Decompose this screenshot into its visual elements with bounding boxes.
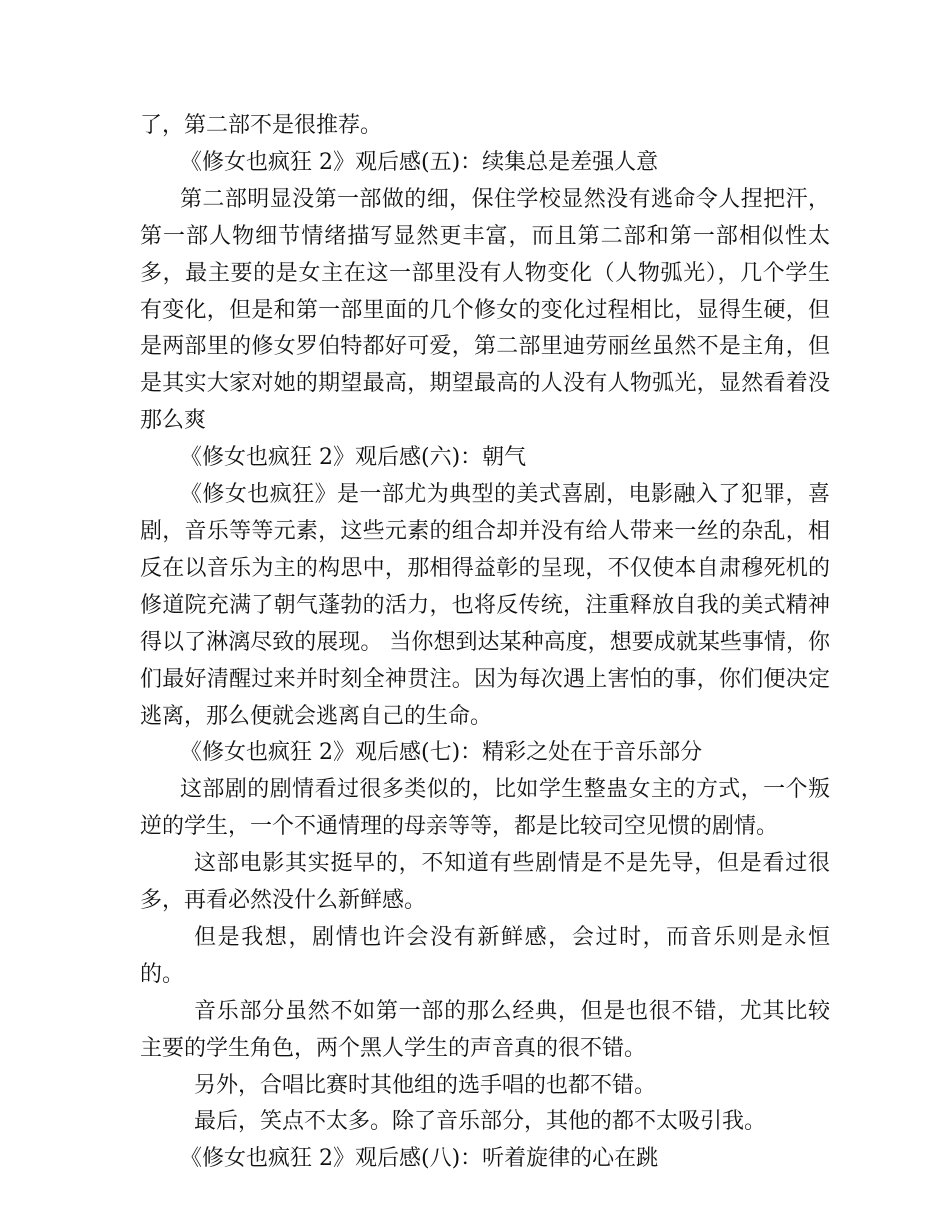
section-heading-5: 《修女也疯狂 2》观后感(五)：续集总是差强人意 (180, 149, 659, 175)
paragraph-review-7-b: 这部电影其实挺早的，不知道有些剧情是不是先导，但是看过很多，再看必然没什么新鲜感。 (140, 851, 830, 914)
paragraph-review-7-a: 这部剧的剧情看过很多类似的，比如学生整蛊女主的方式，一个叛逆的学生，一个不通情理的母亲等等，都是比较司空见惯的剧情。 (140, 777, 830, 840)
paragraph-review-7-d: 音乐部分虽然不如第一部的那么经典，但是也很不错，尤其比较主要的学生角色，两个黑人学生的声音真的很不错。 (140, 998, 830, 1061)
paragraph-review-7-e: 另外，合唱比赛时其他组的选手唱的也都不错。 (194, 1072, 657, 1098)
section-heading-8: 《修女也疯狂 2》观后感(八)：听着旋律的心在跳 (180, 1146, 659, 1172)
paragraph-continuation: 了，第二部不是很推荐。 (140, 113, 383, 138)
paragraph-review-7-f: 最后，笑点不太多。除了音乐部分，其他的都不太吸引我。 (194, 1109, 767, 1135)
paragraph-review-5: 第二部明显没第一部做的细，保住学校显然没有逃命令人捏把汗，第一部人物细节情绪描写显然更丰富，而且第二部和第一部相似性太多，最主要的是女主在这一部里没有人物变化（人物弧光），几个学生有变化，但是和第一部里面的几个修女的变化过程相比，显得生硬，但是两部里的修女罗伯特都好可爱，第二部里迪劳丽丝虽然不是主角，但是其实大家对她的期望最高，期望最高的人没有人物弧光，显然看着没那么爽 (140, 186, 830, 434)
paragraph-review-6: 《修女也疯狂》是一部尤为典型的美式喜剧，电影融入了犯罪，喜剧，音乐等等元素，这些元素的组合却并没有给人带来一丝的杂乱，相反在以音乐为主的构思中，那相得益彰的呈现，不仅使本自肃穆死机的修道院充满了朝气蓬勃的活力，也将反传统，注重释放自我的美式精神得以了淋漓尽致的展现。 当你想到达某种高度，想要成就某些事情，你们最好清醒过来并时刻全神贯注。因为每次遇上害怕的事，你们便决定逃离，那么便就会逃离自己的生命。 (140, 482, 830, 729)
section-heading-6: 《修女也疯狂 2》观后感(六)：朝气 (180, 445, 527, 471)
section-heading-7: 《修女也疯狂 2》观后感(七)：精彩之处在于音乐部分 (180, 740, 703, 766)
document-body (140, 108, 830, 1178)
paragraph-review-7-c: 但是我想，剧情也许会没有新鲜感，会过时，而音乐则是永恒的。 (140, 924, 830, 987)
